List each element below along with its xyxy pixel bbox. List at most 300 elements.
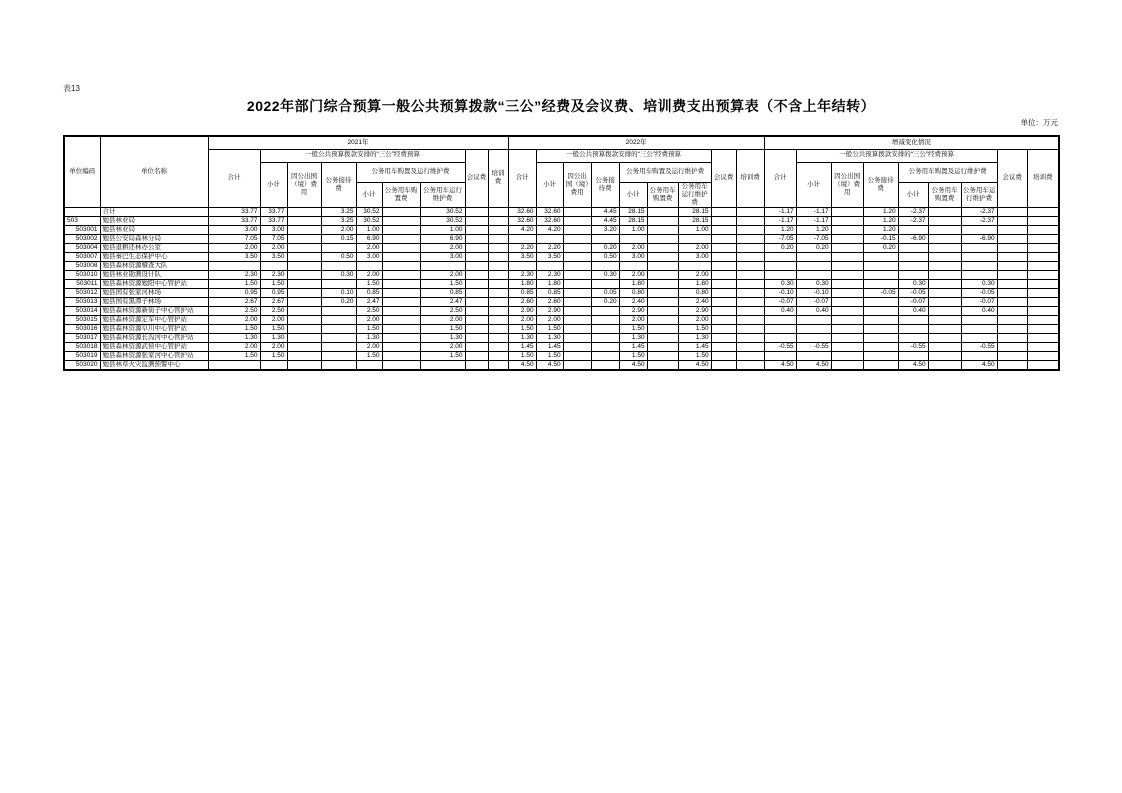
value-cell: [382, 324, 420, 333]
value-cell: 33.77: [260, 216, 287, 225]
value-cell: [647, 297, 678, 306]
value-cell: 2.50: [208, 306, 260, 315]
value-cell: [260, 360, 287, 370]
value-cell: 1.80: [536, 279, 563, 288]
value-cell: [647, 243, 678, 252]
value-cell: [488, 252, 508, 261]
value-cell: 2.20: [508, 243, 536, 252]
value-cell: [465, 306, 488, 315]
value-cell: [1027, 360, 1059, 370]
value-cell: [619, 234, 647, 243]
table-row: [64, 351, 1059, 360]
value-cell: [488, 279, 508, 288]
value-cell: [488, 360, 508, 370]
unit-code-cell: 503004: [64, 243, 100, 252]
value-cell: [928, 207, 961, 216]
value-cell: [736, 324, 764, 333]
header-vehicle-purchase: 公务用车购置费: [928, 182, 961, 207]
value-cell: [1027, 351, 1059, 360]
value-cell: [711, 333, 736, 342]
value-cell: [591, 261, 619, 270]
value-cell: [382, 261, 420, 270]
value-cell: 1.45: [619, 342, 647, 351]
value-cell: [997, 297, 1027, 306]
value-cell: 2.00: [619, 243, 647, 252]
value-cell: [831, 243, 863, 252]
value-cell: [831, 252, 863, 261]
value-cell: 0.05: [591, 288, 619, 297]
header-total: 合计: [208, 149, 260, 207]
value-cell: [287, 270, 321, 279]
value-cell: 0.20: [591, 297, 619, 306]
value-cell: [287, 315, 321, 324]
value-cell: [1027, 297, 1059, 306]
header-sangong-group: 一般公共预算拨款安排的“三公”经费预算: [796, 149, 997, 162]
value-cell: [997, 207, 1027, 216]
value-cell: [647, 234, 678, 243]
value-cell: 1.20: [764, 225, 796, 234]
value-cell: 33.77: [208, 216, 260, 225]
value-cell: [465, 207, 488, 216]
value-cell: 2.00: [619, 270, 647, 279]
value-cell: [736, 234, 764, 243]
table-row: [64, 270, 1059, 279]
value-cell: 33.77: [260, 207, 287, 216]
value-cell: [563, 216, 591, 225]
value-cell: [711, 261, 736, 270]
value-cell: [997, 270, 1027, 279]
value-cell: 1.30: [356, 333, 382, 342]
value-cell: [1027, 342, 1059, 351]
value-cell: [1027, 225, 1059, 234]
value-cell: -7.05: [796, 234, 831, 243]
value-cell: [287, 261, 321, 270]
header-total: 合计: [764, 149, 796, 207]
value-cell: [764, 261, 796, 270]
value-cell: [711, 306, 736, 315]
table-row: [64, 216, 1059, 225]
value-cell: [796, 270, 831, 279]
value-cell: -1.17: [764, 207, 796, 216]
value-cell: 2.00: [356, 243, 382, 252]
value-cell: 2.30: [260, 270, 287, 279]
value-cell: 1.00: [619, 225, 647, 234]
header-abroad: 因公出国（境）费用: [287, 162, 321, 207]
unit-code-cell: 503012: [64, 288, 100, 297]
value-cell: [536, 261, 563, 270]
value-cell: [287, 216, 321, 225]
value-cell: 3.00: [208, 225, 260, 234]
value-cell: 2.00: [619, 315, 647, 324]
value-cell: 30.52: [420, 216, 465, 225]
value-cell: [1027, 324, 1059, 333]
value-cell: [420, 261, 465, 270]
value-cell: [563, 234, 591, 243]
header-subtotal: 小计: [536, 162, 563, 207]
value-cell: [287, 324, 321, 333]
value-cell: 2.30: [536, 270, 563, 279]
value-cell: 4.50: [536, 360, 563, 370]
value-cell: [898, 270, 928, 279]
value-cell: [764, 324, 796, 333]
header-abroad: 因公出国（境）费用: [831, 162, 863, 207]
value-cell: 1.30: [619, 333, 647, 342]
value-cell: 0.20: [591, 243, 619, 252]
value-cell: [997, 288, 1027, 297]
value-cell: [736, 252, 764, 261]
table-row: [64, 243, 1059, 252]
value-cell: [736, 270, 764, 279]
value-cell: [647, 360, 678, 370]
value-cell: [321, 279, 356, 288]
value-cell: [961, 270, 997, 279]
value-cell: [711, 315, 736, 324]
table-row: [64, 297, 1059, 306]
value-cell: 33.77: [208, 207, 260, 216]
value-cell: [287, 360, 321, 370]
value-cell: [382, 243, 420, 252]
header-vehicle-subtotal: 小计: [619, 182, 647, 207]
value-cell: [711, 243, 736, 252]
unit-name-cell: 勉县国有张家河林场: [100, 288, 208, 297]
value-cell: [619, 261, 647, 270]
value-cell: [465, 315, 488, 324]
table-header: [64, 136, 1059, 207]
value-cell: [711, 216, 736, 225]
header-vehicle-purchase: 公务用车购置费: [647, 182, 678, 207]
value-cell: [863, 333, 898, 342]
value-cell: 0.40: [961, 306, 997, 315]
value-cell: 28.15: [619, 216, 647, 225]
value-cell: [591, 360, 619, 370]
table-row: [64, 252, 1059, 261]
value-cell: [321, 315, 356, 324]
value-cell: 30.52: [356, 207, 382, 216]
value-cell: 4.20: [508, 225, 536, 234]
value-cell: 0.85: [420, 288, 465, 297]
header-abroad: 因公出国（境）费用: [563, 162, 591, 207]
value-cell: [591, 324, 619, 333]
value-cell: 30.52: [420, 207, 465, 216]
value-cell: 0.40: [796, 306, 831, 315]
value-cell: [1027, 216, 1059, 225]
value-cell: [321, 261, 356, 270]
value-cell: [863, 261, 898, 270]
header-vehicle-group: 公务用车购置及运行维护费: [619, 162, 711, 182]
value-cell: 2.00: [420, 243, 465, 252]
value-cell: [1027, 279, 1059, 288]
value-cell: [287, 288, 321, 297]
value-cell: [591, 333, 619, 342]
header-vehicle-purchase: 公务用车购置费: [382, 182, 420, 207]
value-cell: [382, 279, 420, 288]
value-cell: [1027, 270, 1059, 279]
value-cell: 32.60: [508, 207, 536, 216]
value-cell: [488, 207, 508, 216]
value-cell: -0.55: [796, 342, 831, 351]
value-cell: [465, 261, 488, 270]
value-cell: [997, 360, 1027, 370]
value-cell: [831, 225, 863, 234]
value-cell: [647, 216, 678, 225]
value-cell: [863, 279, 898, 288]
value-cell: -0.55: [898, 342, 928, 351]
header-meeting: 会议费: [997, 149, 1027, 207]
value-cell: 3.00: [260, 225, 287, 234]
unit-name-cell: 勉县森林资源张家河中心管护站: [100, 351, 208, 360]
value-cell: [508, 261, 536, 270]
value-cell: [488, 306, 508, 315]
value-cell: [796, 315, 831, 324]
unit-name-cell: 勉县林草火灾监测预警中心: [100, 360, 208, 370]
header-meeting: 会议费: [711, 149, 736, 207]
unit-name-cell: 勉县森林资源定军中心管护站: [100, 315, 208, 324]
table-row: [64, 288, 1059, 297]
value-cell: 1.50: [536, 351, 563, 360]
value-cell: 6.90: [420, 234, 465, 243]
value-cell: [382, 342, 420, 351]
value-cell: [711, 324, 736, 333]
value-cell: 1.50: [260, 324, 287, 333]
value-cell: [736, 315, 764, 324]
value-cell: 3.00: [678, 252, 711, 261]
value-cell: [928, 279, 961, 288]
value-cell: [928, 342, 961, 351]
value-cell: [711, 279, 736, 288]
value-cell: [928, 225, 961, 234]
value-cell: 1.50: [420, 324, 465, 333]
value-cell: [647, 324, 678, 333]
value-cell: [647, 306, 678, 315]
value-cell: [465, 252, 488, 261]
value-cell: [563, 288, 591, 297]
value-cell: [928, 306, 961, 315]
value-cell: -0.07: [898, 297, 928, 306]
value-cell: [863, 360, 898, 370]
value-cell: 2.00: [208, 342, 260, 351]
value-cell: [898, 252, 928, 261]
value-cell: 1.50: [260, 279, 287, 288]
value-cell: 1.80: [508, 279, 536, 288]
value-cell: 7.05: [208, 234, 260, 243]
value-cell: [928, 297, 961, 306]
table-row: [64, 279, 1059, 288]
value-cell: [382, 351, 420, 360]
unit-name-cell: 勉县退耕还林办公室: [100, 243, 208, 252]
value-cell: [647, 261, 678, 270]
value-cell: 1.30: [508, 333, 536, 342]
value-cell: [647, 279, 678, 288]
value-cell: [736, 351, 764, 360]
value-cell: [287, 234, 321, 243]
value-cell: [928, 252, 961, 261]
value-cell: 4.50: [619, 360, 647, 370]
value-cell: [997, 279, 1027, 288]
value-cell: [997, 324, 1027, 333]
value-cell: [1027, 234, 1059, 243]
value-cell: -7.05: [764, 234, 796, 243]
value-cell: -2.37: [898, 216, 928, 225]
header-vehicle-operation: 公务用车运行维护费: [420, 182, 465, 207]
value-cell: [208, 360, 260, 370]
value-cell: -0.10: [796, 288, 831, 297]
value-cell: 3.50: [536, 252, 563, 261]
value-cell: [287, 333, 321, 342]
value-cell: -0.10: [764, 288, 796, 297]
value-cell: 7.05: [260, 234, 287, 243]
value-cell: [711, 234, 736, 243]
value-cell: 2.90: [619, 306, 647, 315]
value-cell: 0.20: [796, 243, 831, 252]
value-cell: 3.50: [508, 252, 536, 261]
value-cell: [563, 333, 591, 342]
value-cell: [591, 306, 619, 315]
value-cell: [536, 234, 563, 243]
value-cell: [563, 351, 591, 360]
value-cell: 0.20: [764, 243, 796, 252]
table-body: [64, 207, 1059, 370]
unit-name-cell: 勉县森林资源武侯中心管护站: [100, 342, 208, 351]
value-cell: [563, 360, 591, 370]
value-cell: 1.80: [619, 279, 647, 288]
unit-code-cell: 503018: [64, 342, 100, 351]
value-cell: 1.30: [208, 333, 260, 342]
value-cell: 0.40: [898, 306, 928, 315]
value-cell: 4.50: [961, 360, 997, 370]
value-cell: [928, 333, 961, 342]
header-total: 合计: [508, 149, 536, 207]
header-training: 培训费: [1027, 149, 1059, 207]
value-cell: [287, 306, 321, 315]
value-cell: [736, 216, 764, 225]
value-cell: [831, 333, 863, 342]
value-cell: 28.15: [619, 207, 647, 216]
value-cell: 2.00: [678, 315, 711, 324]
value-cell: [382, 297, 420, 306]
value-cell: 1.50: [508, 351, 536, 360]
value-cell: 1.50: [356, 324, 382, 333]
unit-name-cell: 勉县林业局: [100, 216, 208, 225]
value-cell: [287, 279, 321, 288]
value-cell: [831, 360, 863, 370]
value-cell: [647, 207, 678, 216]
value-cell: [1027, 333, 1059, 342]
value-cell: 2.00: [208, 243, 260, 252]
value-cell: -6.90: [961, 234, 997, 243]
value-cell: [465, 234, 488, 243]
header-vehicle-group: 公务用车购置及运行维护费: [356, 162, 465, 182]
value-cell: 2.50: [420, 306, 465, 315]
value-cell: [736, 360, 764, 370]
value-cell: [928, 216, 961, 225]
value-cell: 0.85: [356, 288, 382, 297]
value-cell: [356, 360, 382, 370]
table-row: [64, 324, 1059, 333]
value-cell: [898, 243, 928, 252]
value-cell: [488, 333, 508, 342]
value-cell: 2.90: [508, 306, 536, 315]
value-cell: 0.30: [591, 270, 619, 279]
value-cell: 2.00: [678, 270, 711, 279]
value-cell: [898, 333, 928, 342]
value-cell: [287, 225, 321, 234]
value-cell: [831, 270, 863, 279]
table-row: [64, 225, 1059, 234]
header-reception: 公务接待费: [321, 162, 356, 207]
value-cell: 2.47: [420, 297, 465, 306]
value-cell: [465, 351, 488, 360]
value-cell: 1.50: [678, 324, 711, 333]
value-cell: 2.40: [678, 297, 711, 306]
value-cell: 2.60: [508, 297, 536, 306]
value-cell: 28.15: [678, 216, 711, 225]
value-cell: [863, 306, 898, 315]
value-cell: [488, 270, 508, 279]
value-cell: [796, 351, 831, 360]
value-cell: 1.50: [420, 351, 465, 360]
value-cell: [591, 234, 619, 243]
value-cell: [711, 297, 736, 306]
value-cell: 0.30: [764, 279, 796, 288]
value-cell: 2.00: [260, 342, 287, 351]
unit-code-cell: 503020: [64, 360, 100, 370]
value-cell: 1.50: [678, 351, 711, 360]
header-vehicle-operation: 公务用车运行维护费: [678, 182, 711, 207]
unit-name-cell: 勉县森林资源稽查大队: [100, 261, 208, 270]
unit-code-cell: 503014: [64, 306, 100, 315]
value-cell: [961, 351, 997, 360]
value-cell: -0.07: [796, 297, 831, 306]
unit-name-cell: 勉县森林资源阜川中心管护站: [100, 324, 208, 333]
value-cell: -2.37: [961, 207, 997, 216]
value-cell: [465, 216, 488, 225]
value-cell: 1.30: [260, 333, 287, 342]
value-cell: 2.47: [356, 297, 382, 306]
value-cell: [961, 252, 997, 261]
value-cell: [1027, 243, 1059, 252]
value-cell: [831, 216, 863, 225]
value-cell: [711, 342, 736, 351]
value-cell: -0.55: [961, 342, 997, 351]
value-cell: 0.30: [321, 270, 356, 279]
value-cell: 3.00: [356, 252, 382, 261]
value-cell: [736, 279, 764, 288]
value-cell: [563, 225, 591, 234]
value-cell: [831, 315, 863, 324]
value-cell: -0.05: [898, 288, 928, 297]
value-cell: [465, 243, 488, 252]
value-cell: [863, 351, 898, 360]
value-cell: 4.45: [591, 216, 619, 225]
header-section-change: 增减变化情况: [764, 136, 1059, 149]
value-cell: [1027, 288, 1059, 297]
value-cell: [321, 333, 356, 342]
header-unit-name: 单位名称: [100, 136, 208, 207]
value-cell: [831, 288, 863, 297]
value-cell: 1.00: [356, 225, 382, 234]
value-cell: 4.50: [678, 360, 711, 370]
value-cell: [928, 270, 961, 279]
value-cell: [287, 243, 321, 252]
value-cell: 4.50: [796, 360, 831, 370]
value-cell: 2.00: [420, 342, 465, 351]
value-cell: 3.00: [420, 252, 465, 261]
value-cell: -1.17: [796, 216, 831, 225]
value-cell: 1.50: [508, 324, 536, 333]
value-cell: [831, 306, 863, 315]
value-cell: [382, 252, 420, 261]
table-row: [64, 306, 1059, 315]
